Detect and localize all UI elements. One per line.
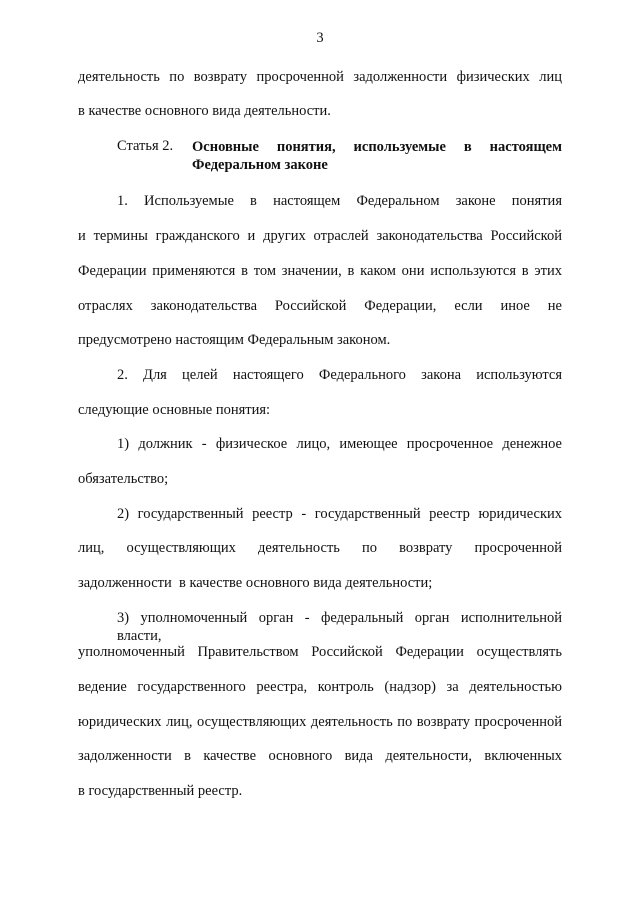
list-item-line: задолженности в качестве основного вида деятельности;: [78, 575, 433, 591]
list-item-line: ведение государственного реестра, контроль (надзор) за деятельностью: [78, 679, 562, 695]
paragraph-line: Федерации применяются в том значении, в каком они используются в этих: [78, 263, 562, 279]
article-title: [192, 138, 562, 174]
paragraph-line: предусмотрено настоящим Федеральным законом.: [78, 332, 391, 348]
article-title-line: Федеральном законе: [192, 157, 328, 173]
list-item-line: юридических лиц, осуществляющих деятельность по возврату просроченной: [78, 714, 562, 730]
paragraph-line: отраслях законодательства Российской Федерации, если иное не: [78, 298, 562, 314]
list-item-line: задолженности в качестве основного вида деятельности, включенных: [78, 748, 562, 764]
paragraph-line: и термины гражданского и других отраслей законодательства Российской: [78, 228, 562, 244]
list-item-line: 3) уполномоченный орган - федеральный орган исполнительной власти,: [117, 610, 562, 644]
paragraph-line: 1. Используемые в настоящем Федеральном законе понятия: [117, 193, 562, 209]
article-label: Статья 2.: [117, 138, 174, 154]
list-item-line: в государственный реестр.: [78, 783, 243, 799]
page-number: 3: [316, 30, 324, 46]
list-item-line: обязательство;: [78, 471, 169, 487]
list-item-line: 1) должник - физическое лицо, имеющее просроченное денежное: [117, 436, 562, 452]
paragraph-line: 2. Для целей настоящего Федерального закона используются: [117, 367, 562, 383]
list-item-line: 2) государственный реестр - государственный реестр юридических: [117, 506, 562, 522]
paragraph-line: следующие основные понятия:: [78, 402, 271, 418]
intro-line: деятельность по возврату просроченной задолженности физических лиц: [78, 69, 562, 85]
list-item-line: лиц, осуществляющих деятельность по возврату просроченной: [78, 540, 562, 556]
intro-line: в качестве основного вида деятельности.: [78, 103, 331, 119]
list-item-line: уполномоченный Правительством Российской Федерации осуществлять: [78, 644, 562, 660]
article-title-line: Основные понятия, используемые в настоящем: [192, 139, 562, 155]
